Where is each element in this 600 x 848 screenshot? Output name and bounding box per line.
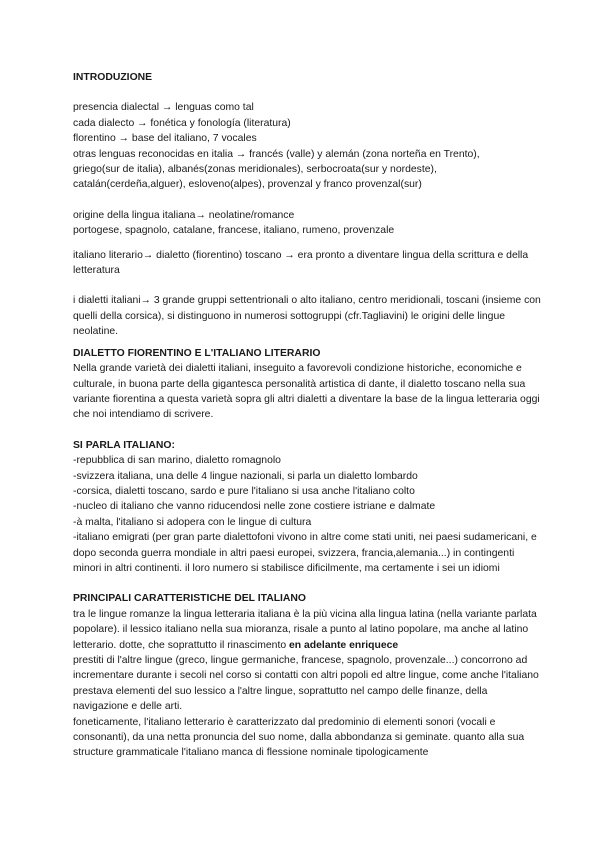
si-parla-item: -à malta, l'italiano si adopera con le lingue di cultura (73, 516, 312, 528)
principali-paragraph-3: foneticamente, l'italiano letterario è caratterizzato dal predominio di elementi sonori (vocali e consonanti), da una netta pronuncia del suo nome, dalla abbondanza si geminate. quanto alla sua structure grammaticale l'italiano manca di flessione nominale tipologicamente (73, 716, 525, 759)
si-parla-item: -nucleo di italiano che vanno riducendosi nelle zone costiere istriane e dalmate (73, 501, 436, 513)
fiorentino-heading: DIALETTO FIORENTINO E L'ITALIANO LITERARIO (73, 347, 321, 359)
intro-line: florentino → base del italiano, 7 vocales (73, 133, 257, 145)
origin-line: portogese, spagnolo, catalane, francese, italiano, rumeno, provenzale (73, 225, 395, 237)
literario-paragraph: italiano literario→ dialetto (fiorentino) toscano → era pronto a diventare lingua della scrittura e della letteratura (73, 249, 529, 277)
si-parla-heading: SI PARLA ITALIANO: (73, 439, 175, 451)
fiorentino-paragraph: Nella grande varietà dei dialetti italiani, inseguito a favorevoli condizione historiche, economiche e culturale, in buona parte della gigantesca personalità artistica di dante, il dialetto toscano nella sua variante fiorentina a questa varietà sopra gli altri dialetti a diventare la base de la lingua letteraria oggi che noi intendiamo di scrivere. (73, 363, 540, 421)
si-parla-item: -repubblica di san marino, dialetto romagnolo (73, 455, 281, 467)
si-parla-item: -corsica, dialetti toscano, sardo e pure l'italiano si usa anche l'italiano colto (73, 485, 415, 497)
si-parla-item: -svizzera italiana, una delle 4 lingue nazionali, si parla un dialetto lombardo (73, 470, 418, 482)
si-parla-item: -italiano emigrati (per gran parte dialettofoni vivono in altre come stati uniti, nei paesi sudamericani, e dopo seconda guerra mondiale in altri paesi europei, svizzera, francia,alemania...) in contingenti minori in altri continenti. il loro numero si stabilisce dificilmente, ma certamente i sei un idiomi (73, 532, 537, 574)
principali-paragraph-1 (73, 607, 543, 653)
origin-line: origine della lingua italiana→ neolatine/romance (73, 209, 295, 221)
principali-text: tra le lingue romanze la lingua letteraria italiana è la più vicina alla lingua latina (nella variante parlata popolare). il lessico italiano nella sua mioranza, risale a punto al latino popolare, ma anche al latino letterario. dotte, che soprattutto il rinascimento (73, 608, 537, 651)
intro-line: cada dialecto → fonética y fonología (literatura) (73, 117, 291, 129)
document-page (73, 70, 543, 761)
intro-heading: INTRODUZIONE (73, 72, 153, 83)
intro-line: griego(sur de italia), albanés(zonas meridionales), serbocroata(sur y nordeste), (73, 164, 437, 176)
intro-line: catalán(cerdeña,alguer), esloveno(alpes), provenzal y franco provenzal(sur) (73, 179, 422, 191)
intro-line: presencia dialectal → lenguas como tal (73, 102, 254, 114)
principali-paragraph-2: prestiti di l'altre lingue (greco, lingue germaniche, francese, spagnolo, provenzale...) concorrono ad incrementare durante i secoli nel corso si contatti con altri popoli ed altre lingue, come anche l'italiano prestava elementi del suo lessico a l'altre lingue, soprattutto nel campo delle finanze, della navigazione e delle arti. (73, 655, 539, 713)
dialetti-paragraph: i dialetti italiani→ 3 grande gruppi settentrionali o alto italiano, centro meridionali, toscani (insieme con quelli della corsica), si distinguono in numerosi sottogruppi (cfr.Tagliavini) le origini delle lingue neolatine. (73, 295, 541, 338)
intro-line: otras lenguas reconocidas en italia → francés (valle) y alemán (zona norteña en Trento), (73, 148, 480, 160)
principali-heading: PRINCIPALI CARATTERISTICHE DEL ITALIANO (73, 593, 307, 605)
principali-bold-text: en adelante enriquece (289, 639, 399, 651)
